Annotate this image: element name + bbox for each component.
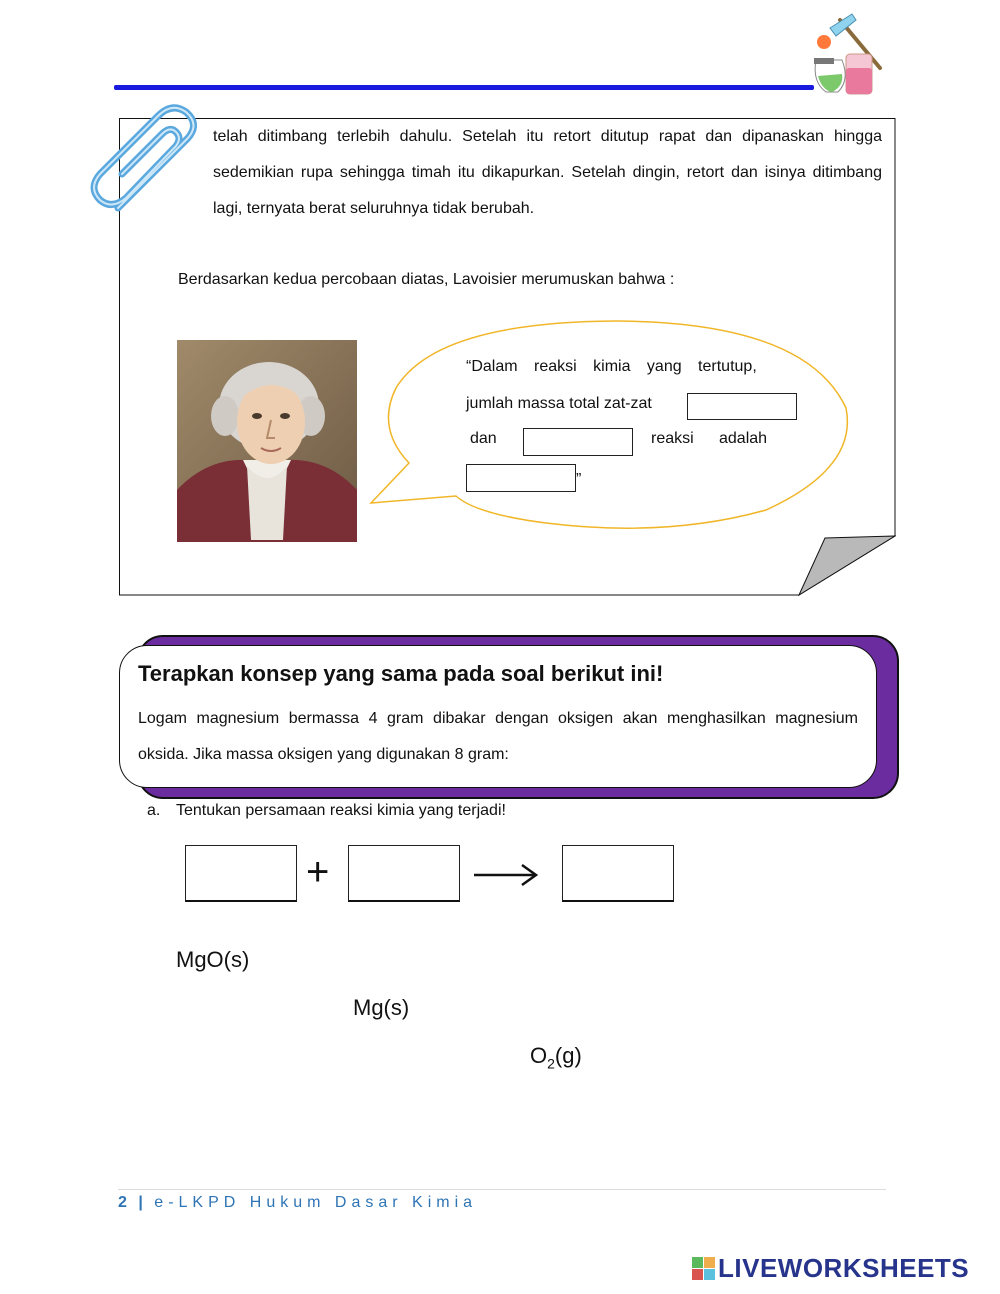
liveworksheets-icon: [692, 1257, 716, 1283]
footer: [118, 1194, 477, 1212]
chip-mgo[interactable]: MgO(s): [176, 947, 250, 972]
header-rule: [114, 85, 814, 90]
quote-word-adalah: adalah: [719, 430, 768, 447]
task-box: [119, 645, 877, 788]
quote-text-1: “Dalam reaksi kimia yang tertutup,: [466, 358, 757, 375]
blank-products-input[interactable]: [523, 428, 633, 456]
answer-box-product[interactable]: [562, 845, 674, 902]
chip-mg[interactable]: Mg(s): [353, 995, 410, 1020]
task-title: Terapkan konsep yang sama pada soal berikut ini!: [138, 661, 664, 686]
chip-o2[interactable]: [530, 1043, 582, 1071]
lead-in-text: Berdasarkan kedua percobaan diatas, Lavoisier merumuskan bahwa :: [178, 271, 675, 288]
footer-title: e-LKPD Hukum Dasar Kimia: [154, 1194, 478, 1211]
quote-word-reaksi: reaksi: [651, 430, 694, 447]
chip-o2-symbol: O: [530, 1043, 548, 1068]
footer-separator: |: [138, 1194, 145, 1211]
quote-line-1: [466, 358, 772, 376]
quote-word-dan: dan: [470, 430, 497, 447]
quote-line-2: jumlah massa total zat-zat: [466, 395, 652, 412]
reaction-arrow-icon: [470, 846, 542, 900]
quote-closing: ”: [576, 471, 582, 488]
answer-box-reactant-2[interactable]: [348, 845, 460, 902]
lavoisier-portrait: [177, 340, 357, 542]
page-number: 2: [118, 1194, 129, 1211]
chip-o2-subscript: 2: [547, 1055, 555, 1072]
question-a-label: a.: [147, 802, 161, 819]
plus-sign: +: [306, 850, 330, 894]
continued-paragraph: telah ditimbang terlebih dahulu. Setelah itu retort ditutup rapat dan dipanaskan hingga sedemikian rupa sehingga timah itu dikapurkan. Setelah dingin, retort dan isinya ditimbang lagi, ternyata berat seluruhnya tidak berubah.: [213, 128, 882, 217]
liveworksheets-name: LIVEWORKSHEETS: [718, 1253, 970, 1283]
task-text: Logam magnesium bermassa 4 gram dibakar dengan oksigen akan menghasilkan magnesium oksida. Jika massa oksigen yang digunakan 8 gram:: [138, 710, 858, 763]
blank-conclusion-input[interactable]: [466, 464, 576, 492]
blank-reactants-input[interactable]: [687, 393, 797, 420]
paperclip-icon: [88, 100, 208, 225]
question-a: [147, 802, 506, 820]
chip-o2-state: (g): [554, 1043, 582, 1068]
answer-box-reactant-1[interactable]: [185, 845, 297, 902]
footer-rule: [118, 1189, 886, 1190]
lab-equipment-icon: [802, 10, 892, 100]
question-a-text: Tentukan persamaan reaksi kimia yang terjadi!: [176, 802, 506, 819]
